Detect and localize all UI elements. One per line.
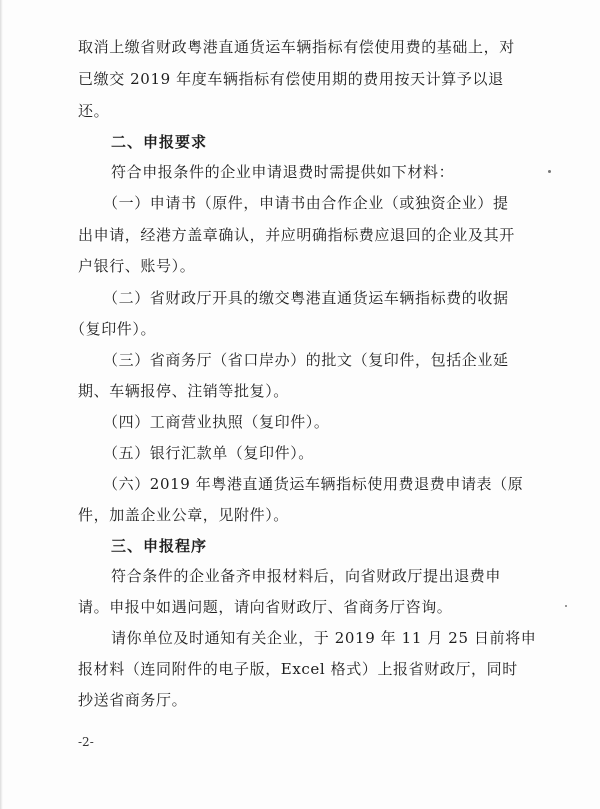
paragraph-line: 户银行、账号）。 — [78, 257, 196, 275]
paragraph-line: （复印件）。 — [70, 320, 157, 338]
paragraph-line: 请你单位及时通知有关企业，于 2019 年 11 月 25 日前将申 — [111, 629, 537, 647]
paragraph-line: （五）银行汇款单（复印件）。 — [103, 444, 314, 462]
paragraph-line: 取消上缴省财政粤港直通货运车辆指标有偿使用费的基础上，对 — [78, 38, 515, 56]
paragraph-line: 请。申报中如遇问题，请向省财政厅、省商务厅咨询。 — [78, 598, 453, 616]
page-edge-shadow — [0, 0, 3, 809]
paragraph-line: 出申请，经港方盖章确认，并应明确指标费应退回的企业及其开 — [78, 226, 515, 244]
section-heading: 二、申报要求 — [111, 133, 208, 151]
page-number: -2- — [78, 735, 94, 749]
paragraph-line: 件，加盖企业公章，见附件）。 — [78, 506, 289, 524]
paragraph-line: （三）省商务厅（省口岸办）的批文（复印件，包括企业延 — [103, 351, 509, 369]
paragraph-line: 报材料（连同附件的电子版，Excel 格式）上报省财政厅，同时 — [78, 660, 518, 678]
section-heading: 三、申报程序 — [111, 537, 208, 555]
paragraph-line: （一）申请书（原件，申请书由合作企业（或独资企业）提 — [103, 194, 509, 212]
scan-speck — [548, 170, 551, 173]
paragraph-line: 抄送省商务厅。 — [78, 691, 188, 709]
paragraph-line: 符合申报条件的企业申请退费时需提供如下材料： — [111, 163, 455, 181]
paragraph-line: 已缴交 2019 年度车辆指标有偿使用期的费用按天计算予以退 — [78, 70, 504, 88]
paragraph-line: （四）工商营业执照（复印件）。 — [103, 413, 330, 431]
paragraph-line: 符合条件的企业备齐申报材料后，向省财政厅提出退费申 — [111, 567, 502, 585]
paragraph-line: 还。 — [78, 102, 110, 120]
paragraph-line: 期、车辆报停、注销等批复）。 — [78, 382, 289, 400]
paragraph-line: （二）省财政厅开具的缴交粤港直通货运车辆指标费的收据 — [103, 289, 509, 307]
paragraph-line: （六）2019 年粤港直通货运车辆指标使用费退费申请表（原 — [103, 475, 524, 493]
scan-speck — [565, 605, 567, 607]
